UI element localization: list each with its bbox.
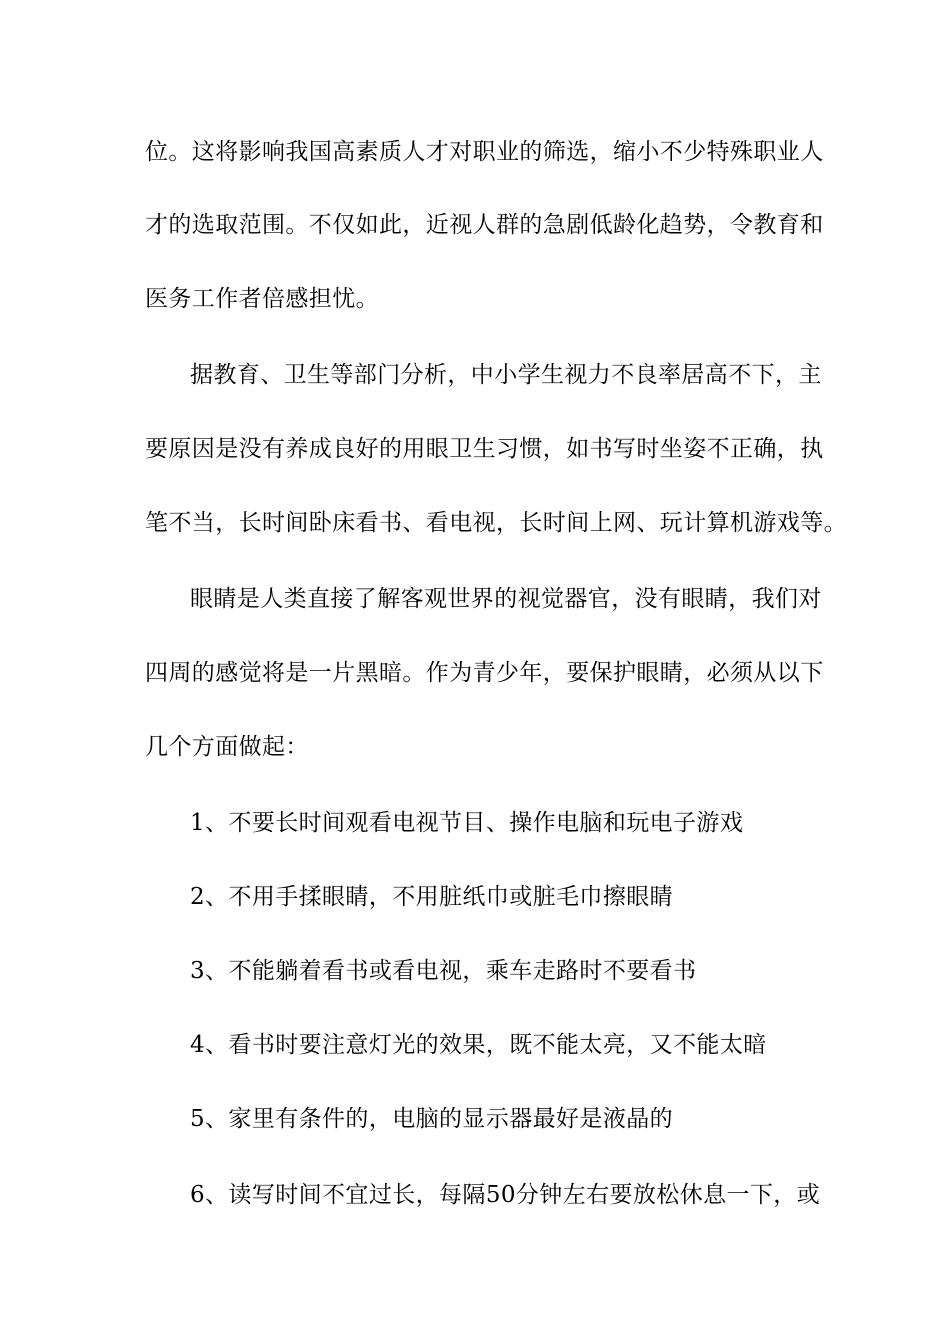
list-item: 5、家里有条件的，电脑的显示器最好是液晶的 <box>190 1106 674 1132</box>
text-line: 四周的感觉将是一片黑暗。作为青少年，要保护眼睛，必须从以下 <box>145 660 824 686</box>
paragraph-start-line: 眼睛是人类直接了解客观世界的视觉器官，没有眼睛，我们对 <box>190 586 822 612</box>
text-line: 位。这将影响我国高素质人才对职业的筛选，缩小不少特殊职业人 <box>145 139 824 165</box>
text-line: 医务工作者倍感担忧。 <box>145 286 379 312</box>
text-line: 要原因是没有养成良好的用眼卫生习惯，如书写时坐姿不正确，执 <box>145 436 824 462</box>
list-item: 3、不能躺着看书或看电视，乘车走路时不要看书 <box>190 958 697 984</box>
paragraph-start-line: 据教育、卫生等部门分析，中小学生视力不良率居高不下，主 <box>190 362 822 388</box>
text-line: 才的选取范围。不仅如此，近视人群的急剧低龄化趋势，令教育和 <box>145 212 824 238</box>
list-item: 1、不要长时间观看电视节目、操作电脑和玩电子游戏 <box>190 810 744 836</box>
text-line: 笔不当，长时间卧床看书、看电视，长时间上网、玩计算机游戏等。 <box>145 510 847 536</box>
list-item: 6、读写时间不宜过长，每隔50分钟左右要放松休息一下，或 <box>190 1182 821 1208</box>
text-line: 几个方面做起： <box>145 734 309 760</box>
list-item: 4、看书时要注意灯光的效果，既不能太亮，又不能太暗 <box>190 1032 767 1058</box>
list-item: 2、不用手揉眼睛，不用脏纸巾或脏毛巾擦眼睛 <box>190 884 674 910</box>
